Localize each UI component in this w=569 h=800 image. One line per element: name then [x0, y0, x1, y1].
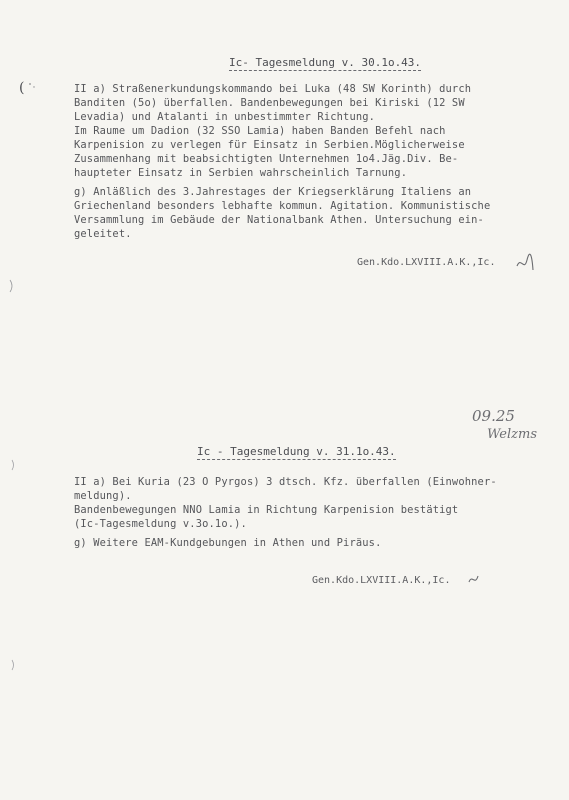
left-margin-bracket: ( [19, 80, 25, 96]
report1-line-1: II a) Straßenerkundungskommando bei Luka (48 SW Korinth) durch [74, 83, 472, 95]
signature-scribble-1 [514, 252, 536, 274]
report1-signature: Gen.Kdo.LXVIII.A.K.,Ic. [357, 257, 496, 268]
report2-signature: Gen.Kdo.LXVIII.A.K.,Ic. [312, 575, 451, 586]
margin-specks [0, 60, 40, 760]
pencil-initials-note: Welzms [487, 427, 538, 442]
report1-line-9: Griechenland besonders lebhafte kommun. Agitation. Kommunistische [74, 200, 491, 212]
report1-line-6: Zusammenhang mit beabsichtigten Unternehmen 1o4.Jäg.Div. Be- [74, 153, 459, 165]
report2-line-5: g) Weitere EAM-Kundgebungen in Athen und Piräus. [74, 537, 382, 549]
pencil-time-note: 09.25 [472, 407, 515, 425]
report1-line-4: Im Raume um Dadion (32 SSO Lamia) haben Banden Befehl nach [74, 125, 446, 137]
report1-heading: Ic- Tagesmeldung v. 30.1o.43. [229, 56, 422, 69]
report1-line-3: Levadia) und Atalanti in unbestimmter Richtung. [74, 111, 376, 123]
report2-line-2: meldung). [74, 490, 132, 502]
report1-line-2: Banditen (5o) überfallen. Bandenbewegungen bei Kiriski (12 SW [74, 97, 465, 109]
report1-line-8: g) Anläßlich des 3.Jahrestages der Kriegserklärung Italiens an [74, 186, 472, 198]
report2-line-4: (Ic-Tagesmeldung v.3o.1o.). [74, 518, 247, 530]
report1-line-5: Karpenision zu verlegen für Einsatz in Serbien.Möglicherweise [74, 139, 465, 151]
report1-line-10: Versammlung im Gebäude der Nationalbank Athen. Untersuchung ein- [74, 214, 484, 226]
report1-line-7: haupteter Einsatz in Serbien wahrscheinlich Tarnung. [74, 167, 408, 179]
signature-scribble-2 [466, 570, 482, 588]
report2-heading: Ic - Tagesmeldung v. 31.1o.43. [197, 445, 396, 458]
report1-line-11: geleitet. [74, 228, 132, 240]
report2-line-3: Bandenbewegungen NNO Lamia in Richtung Karpenision bestätigt [74, 504, 459, 516]
report2-line-1: II a) Bei Kuria (23 O Pyrgos) 3 dtsch. Kfz. überfallen (Einwohner- [74, 476, 497, 488]
